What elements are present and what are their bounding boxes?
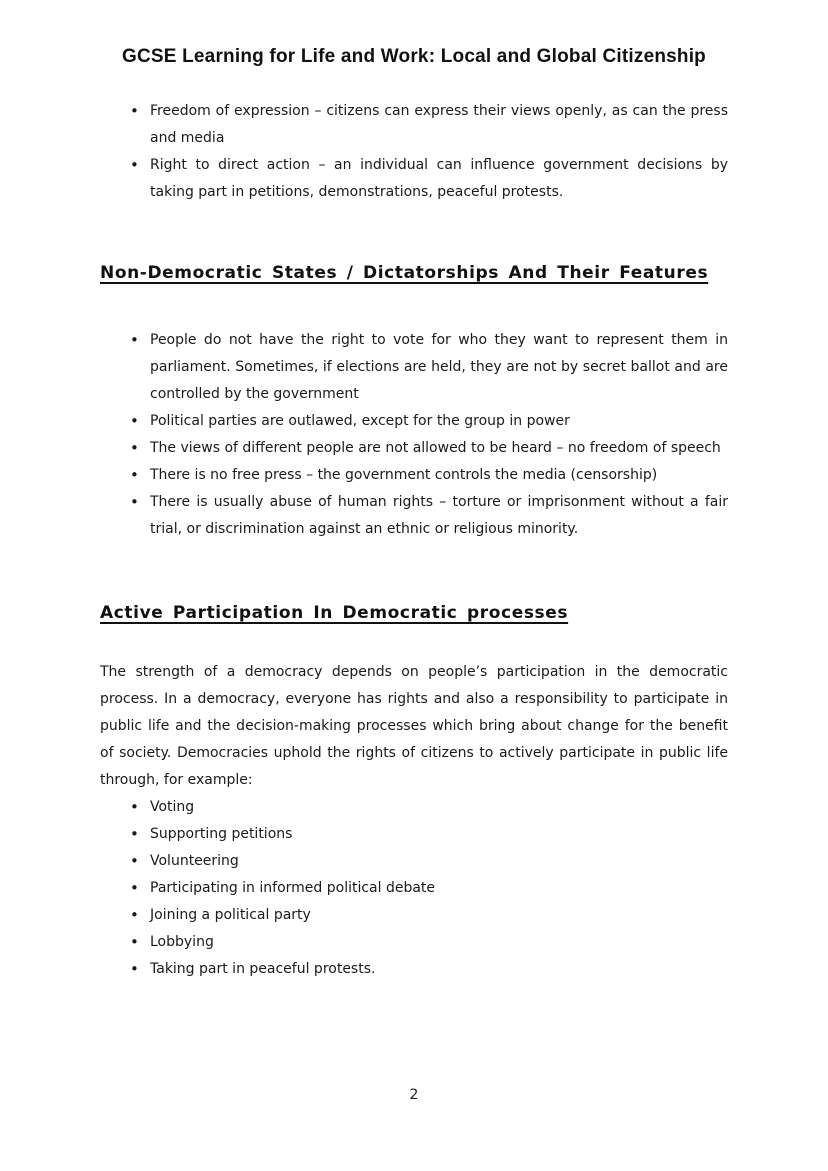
list-item: • People do not have the right to vote for who they want to represent them in parliament. Sometimes, if elections are held, they are not by secret ballot and are controlled by the government — [100, 327, 728, 408]
list-item: • Political parties are outlawed, except for the group in power — [100, 408, 728, 435]
list-item: • Taking part in peaceful protests. — [100, 956, 728, 983]
list-item: • Volunteering — [100, 848, 728, 875]
list-item: • Participating in informed political debate — [100, 875, 728, 902]
document-title: GCSE Learning for Life and Work: Local and Global Citizenship — [121, 46, 706, 67]
page-number: 2 — [409, 1087, 419, 1103]
list-item: • There is no free press – the government controls the media (censorship) — [100, 462, 728, 489]
list-item: • Supporting petitions — [100, 821, 728, 848]
list-item: • Freedom of expression – citizens can express their views openly, as can the press and media — [100, 98, 728, 152]
list-item: • Right to direct action – an individual can influence government decisions by taking part in petitions, demonstrations, peaceful protests. — [100, 152, 728, 206]
participation-bullet-list — [100, 794, 728, 983]
intro-bullet-list — [100, 98, 728, 206]
active-participation-paragraph: The strength of a democracy depends on people’s participation in the democratic process. In a democracy, everyone has rights and also a responsibility to participate in public life and the decision-making processes which bring about change for the benefit of society. Democracies uphold the rights of citizens to actively participate in public life through, for example: — [100, 664, 728, 788]
non-democratic-bullet-list — [100, 327, 728, 543]
list-item: • Lobbying — [100, 929, 728, 956]
section-heading-active-participation: Active Participation In Democratic processes — [100, 603, 569, 623]
list-item: • The views of different people are not allowed to be heard – no freedom of speech — [100, 435, 728, 462]
list-item: • Voting — [100, 794, 728, 821]
list-item: • There is usually abuse of human rights – torture or imprisonment without a fair trial, or discrimination against an ethnic or religious minority. — [100, 489, 728, 543]
section-heading-non-democratic: Non-Democratic States / Dictatorships And Their Features — [100, 263, 709, 283]
list-item: • Joining a political party — [100, 902, 728, 929]
